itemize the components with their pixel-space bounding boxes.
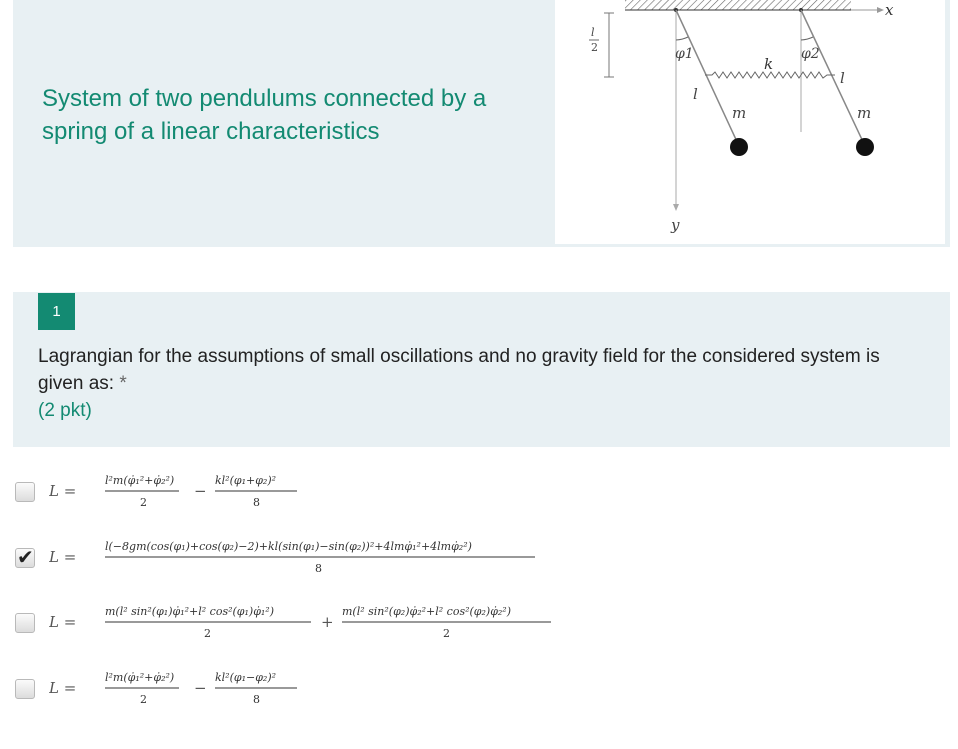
x-axis-label: x bbox=[885, 1, 894, 19]
svg-text:8: 8 bbox=[253, 693, 260, 706]
option-4-formula bbox=[49, 661, 349, 713]
right-length-label: l bbox=[840, 69, 845, 87]
svg-text:L =: L = bbox=[49, 613, 77, 631]
option-3-checkbox[interactable] bbox=[15, 613, 35, 633]
phi2-label: φ2 bbox=[801, 46, 820, 62]
right-mass bbox=[856, 138, 874, 156]
right-mass-label: m bbox=[857, 104, 872, 122]
svg-text:8: 8 bbox=[253, 496, 260, 509]
svg-text:+: + bbox=[321, 613, 334, 631]
left-mass-label: m bbox=[732, 104, 747, 122]
svg-text:2: 2 bbox=[204, 627, 211, 640]
left-mass bbox=[730, 138, 748, 156]
svg-text:8: 8 bbox=[315, 562, 322, 575]
question-number-badge: 1 bbox=[38, 293, 75, 330]
spring-constant-label: k bbox=[764, 55, 774, 73]
svg-text:kl²(φ₁−φ₂)²: kl²(φ₁−φ₂)² bbox=[215, 671, 277, 684]
svg-text:2: 2 bbox=[443, 627, 450, 640]
svg-text:−: − bbox=[194, 482, 207, 500]
svg-text:L =: L = bbox=[49, 679, 77, 697]
option-2-formula bbox=[49, 530, 549, 582]
option-1-checkbox[interactable] bbox=[15, 482, 35, 502]
svg-text:l²m(φ̇₁²+φ̇₂²): l²m(φ̇₁²+φ̇₂²) bbox=[105, 671, 175, 684]
option-4-checkbox[interactable] bbox=[15, 679, 35, 699]
ceiling bbox=[625, 0, 851, 10]
svg-text:−: − bbox=[194, 679, 207, 697]
left-length-label: l bbox=[693, 85, 698, 103]
svg-text:l²m(φ̇₁²+φ̇₂²): l²m(φ̇₁²+φ̇₂²) bbox=[105, 474, 175, 487]
svg-text:l: l bbox=[591, 26, 595, 39]
svg-text:2: 2 bbox=[591, 41, 598, 54]
svg-text:kl²(φ₁+φ₂)²: kl²(φ₁+φ₂)² bbox=[215, 474, 277, 487]
checkmark-icon: ✔ bbox=[17, 545, 34, 569]
y-axis-label: y bbox=[671, 216, 680, 234]
question-text: Lagrangian for the assumptions of small oscillations and no gravity field for the considered system is given as: * bbox=[38, 346, 880, 394]
option-3-formula bbox=[49, 595, 569, 647]
svg-text:2: 2 bbox=[140, 693, 147, 706]
question-points: (2 pkt) bbox=[38, 400, 92, 421]
option-2-checkbox[interactable] bbox=[15, 545, 35, 569]
right-pendulum-rod bbox=[801, 10, 865, 146]
svg-text:l(−8gm(cos(φ₁)+cos(φ₂)−2)+kl(s: l(−8gm(cos(φ₁)+cos(φ₂)−2)+kl(sin(φ₁)−sin(φ₂))²+4lmφ̇₁²+4lmφ̇₂²) bbox=[105, 540, 472, 553]
svg-text:2: 2 bbox=[140, 496, 147, 509]
option-1-formula bbox=[49, 464, 349, 516]
svg-text:L =: L = bbox=[49, 482, 77, 500]
svg-text:L =: L = bbox=[49, 548, 77, 566]
left-pendulum-rod bbox=[676, 10, 739, 146]
phi1-label: φ1 bbox=[675, 46, 694, 62]
required-mark: * bbox=[119, 373, 127, 394]
pendulum-figure bbox=[555, 0, 945, 244]
svg-text:m(l² sin²(φ₂)φ̇₂²+l² cos²(φ₂)φ: m(l² sin²(φ₂)φ̇₂²+l² cos²(φ₂)φ̇₂²) bbox=[342, 605, 512, 618]
svg-text:m(l² sin²(φ₁)φ̇₁²+l² cos²(φ₁)φ: m(l² sin²(φ₁)φ̇₁²+l² cos²(φ₁)φ̇₁²) bbox=[105, 605, 275, 618]
page-title: System of two pendulums connected by a spring of a linear characteristics bbox=[42, 85, 487, 145]
